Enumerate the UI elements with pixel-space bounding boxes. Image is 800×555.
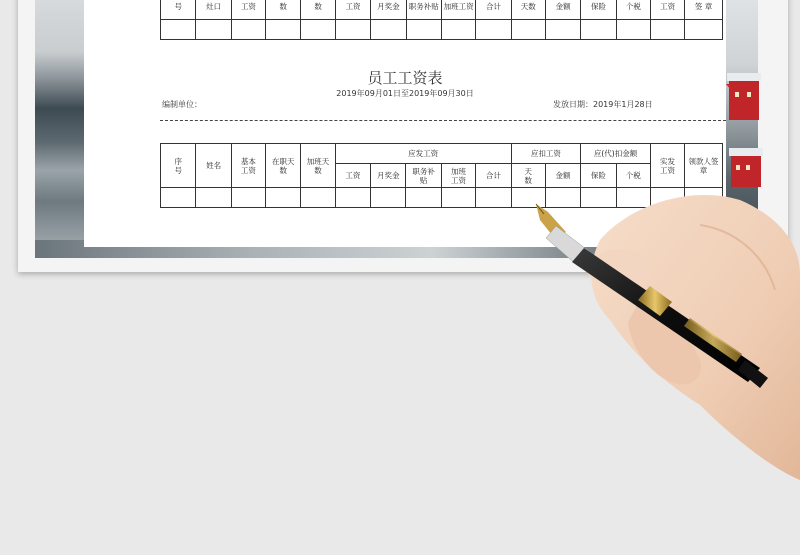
header-withhold-group: 应(代)扣金额 (581, 144, 651, 164)
subheader-total: 合计 (476, 164, 511, 188)
subheader-insurance: 保险 (581, 164, 616, 188)
subheader-days: 天数 (511, 164, 545, 188)
top-col-13: 保险 (581, 0, 616, 20)
top-col-16: 签 章 (685, 0, 723, 20)
subheader-pay: 工资 (335, 164, 370, 188)
top-col-15: 工资 (650, 0, 684, 20)
unit-label: 编制单位： (162, 100, 202, 109)
top-col-3: 工资 (231, 0, 265, 20)
header-deduct-group: 应扣工资 (511, 144, 581, 164)
header-net-pay: 实发工资 (650, 144, 684, 188)
header-ot-days: 加班天数 (301, 144, 335, 188)
document-title: 员工工资表 (367, 69, 443, 87)
top-col-1: 号 (161, 0, 196, 20)
top-col-6: 工资 (335, 0, 370, 20)
top-col-8: 职务补贴 (406, 0, 441, 20)
header-work-days: 在职天数 (266, 144, 301, 188)
subheader-allowance: 职务补贴 (406, 164, 441, 188)
subheader-bonus: 月奖金 (371, 164, 406, 188)
header-seq: 序号 (161, 144, 196, 188)
top-col-11: 天数 (511, 0, 545, 20)
top-col-10: 合计 (476, 0, 511, 20)
header-name: 姓名 (196, 144, 231, 188)
header-base-pay: 基本工资 (231, 144, 265, 188)
top-col-12: 金额 (545, 0, 580, 20)
header-payable-group: 应发工资 (335, 144, 511, 164)
top-col-2: 灶口 (196, 0, 231, 20)
subheader-tax: 个税 (616, 164, 650, 188)
subheader-ot-pay: 加班工资 (441, 164, 475, 188)
header-signature: 领款人签 章 (685, 144, 723, 188)
top-col-7: 月奖金 (371, 0, 406, 20)
issue-date-label: 发放日期：2019年1月28日 (553, 100, 653, 109)
top-col-5: 数 (301, 0, 335, 20)
top-col-14: 个税 (616, 0, 650, 20)
top-col-4: 数 (266, 0, 301, 20)
top-col-9: 加班工资 (441, 0, 475, 20)
document-period: 2019年09月01日至2019年09月30日 (336, 89, 474, 98)
subheader-amount: 金额 (545, 164, 580, 188)
